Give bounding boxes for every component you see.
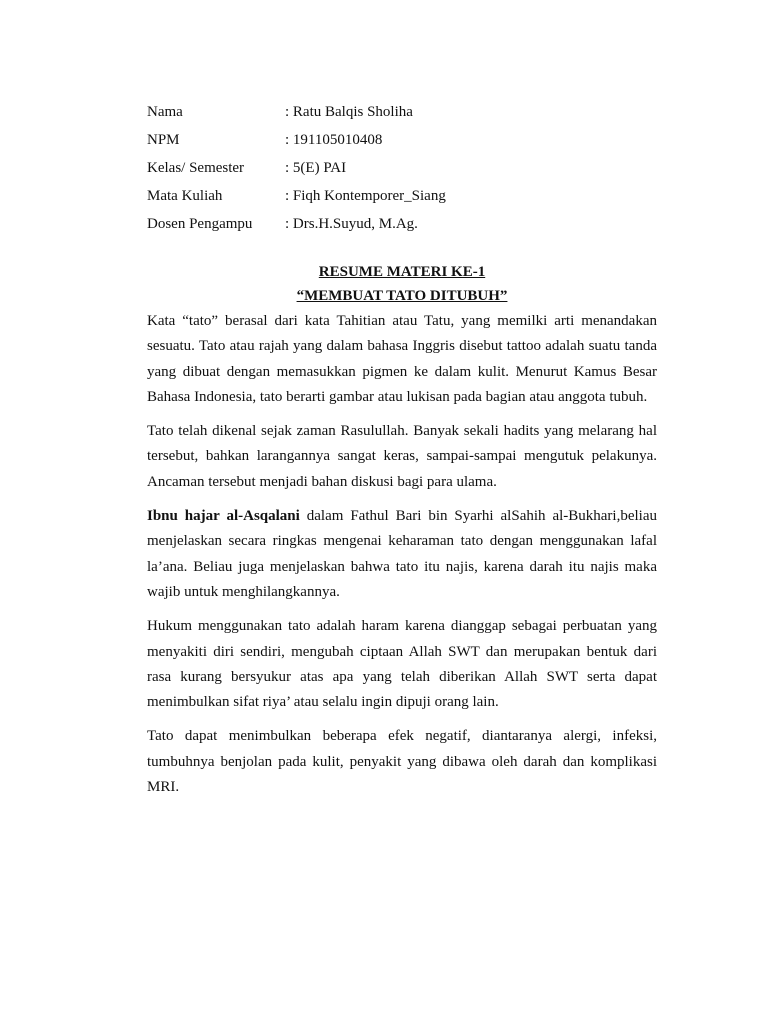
paragraph-5: Tato dapat menimbulkan beberapa efek negatif, diantaranya alergi, infeksi, tumbuhnya benjolan pada kulit, penyakit yang dibawa oleh darah dan komplikasi MRI.: [147, 728, 657, 796]
info-label: Kelas/ Semester: [147, 160, 245, 176]
info-row-name: [147, 100, 657, 128]
paragraph-2: Tato telah dikenal sejak zaman Rasulullah. Banyak sekali hadits yang melarang hal tersebut, bahkan larangannya sangat keras, sampai-sampai mengutuk pelakunya. Ancaman tersebut menjadi bahan diskusi bagi para ulama.: [147, 423, 657, 490]
topic-title: “MEMBUAT TATO DITUBUH”: [296, 288, 508, 304]
paragraph-4: Hukum menggunakan tato adalah haram karena dianggap sebagai perbuatan yang menyakiti diri sendiri, mengubah ciptaan Allah SWT dan merupakan bentuk dari rasa kurang bersyukur atas apa yang telah diberikan Allah SWT serta dapat menimbulkan sifat riya’ atau selalu ingin dipuji orang lain.: [147, 618, 657, 711]
document-page: [147, 100, 657, 809]
info-row-class: [147, 156, 657, 184]
title-block: [147, 260, 657, 308]
info-value: : 5(E) PAI: [285, 160, 347, 176]
info-value: : Drs.H.Suyud, M.Ag.: [285, 216, 418, 232]
info-row-npm: [147, 128, 657, 156]
paragraph-1: Kata “tato” berasal dari kata Tahitian atau Tatu, yang memilki arti menandakan sesuatu. Tato atau rajah yang dalam bahasa Inggris disebut tattoo adalah suatu tanda yang dibuat dengan memasukkan pigmen ke dalam kulit. Menurut Kamus Besar Bahasa Indonesia, tato berarti gambar atau lukisan pada bagian atau anggota tubuh.: [147, 313, 657, 405]
student-info-table: [147, 100, 657, 240]
info-label: Nama: [147, 104, 183, 120]
info-label: NPM: [147, 132, 180, 148]
info-value: : Fiqh Kontemporer_Siang: [285, 188, 446, 204]
info-row-lecturer: [147, 212, 657, 240]
paragraph-3: [147, 504, 657, 605]
paragraph-3-text: dalam Fathul Bari bin Syarhi alSahih al-Bukhari,beliau menjelaskan secara ringkas mengenai keharaman tato dengan menggunakan lafal la’ana. Beliau juga menjelaskan bahwa tato itu najis, karena darah itu najis maka wajib untuk menghilangkannya.: [147, 508, 657, 600]
info-value: : Ratu Balqis Sholiha: [285, 104, 413, 120]
info-value: : 191105010408: [285, 132, 383, 148]
resume-title: RESUME MATERI KE-1: [318, 264, 486, 280]
info-label: Dosen Pengampu: [147, 216, 253, 232]
body-text: [147, 309, 657, 800]
scholar-name: Ibnu hajar al-Asqalani: [147, 508, 300, 525]
info-row-course: [147, 184, 657, 212]
info-label: Mata Kuliah: [147, 188, 223, 204]
